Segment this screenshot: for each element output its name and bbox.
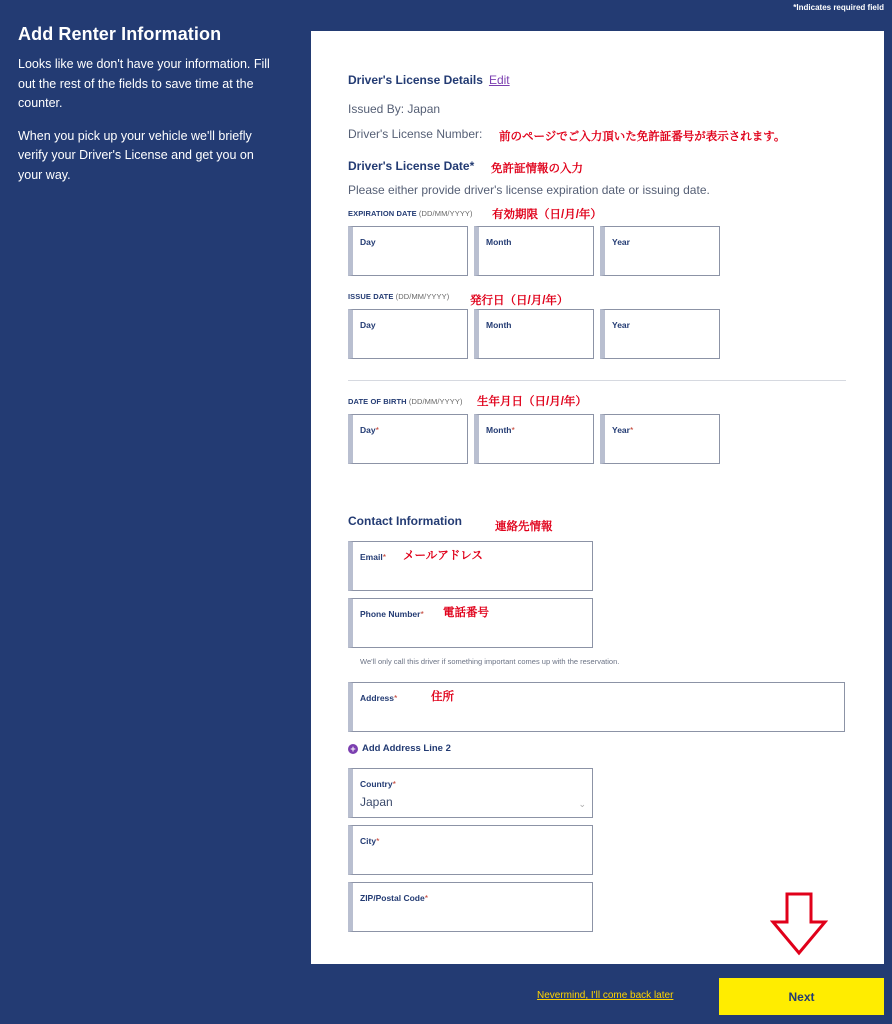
- issue-label-text: ISSUE DATE: [348, 292, 394, 301]
- add-address-line-2[interactable]: [348, 743, 451, 754]
- birth-day-input[interactable]: [348, 414, 468, 464]
- required-field-note: *Indicates required field: [793, 3, 884, 12]
- expiration-format: (DD/MM/YYYY): [418, 209, 473, 218]
- address-field[interactable]: [348, 682, 845, 732]
- required-star: *: [375, 425, 379, 435]
- issue-date-label: [348, 292, 449, 301]
- email-note: メールアドレス: [403, 550, 483, 562]
- address-note: 住所: [431, 691, 454, 703]
- issue-month-input[interactable]: [474, 309, 594, 359]
- zip-field[interactable]: [348, 882, 593, 932]
- issue-year-label: Year: [612, 320, 630, 330]
- required-star: *: [511, 425, 515, 435]
- plus-circle-icon: +: [348, 744, 358, 754]
- contact-title: Contact Information: [348, 514, 462, 528]
- expiration-month-label: Month: [486, 237, 512, 247]
- expiration-label-text: EXPIRATION DATE: [348, 209, 417, 218]
- intro-text: Looks like we don't have your information. Fill out the rest of the fields to save time at the counter.: [18, 57, 270, 110]
- issue-day-input[interactable]: [348, 309, 468, 359]
- country-select[interactable]: [348, 768, 593, 818]
- phone-field[interactable]: [348, 598, 593, 648]
- birth-format: (DD/MM/YYYY): [408, 397, 463, 406]
- license-date-title: Driver's License Date*: [348, 159, 475, 173]
- expiration-day-input[interactable]: [348, 226, 468, 276]
- expiration-year-label: Year: [612, 237, 630, 247]
- phone-label: Phone Number: [360, 609, 421, 619]
- sidebar: [18, 24, 280, 198]
- required-star: *: [629, 425, 634, 435]
- birth-year-label: Year: [612, 425, 630, 435]
- birth-month-label: Month: [486, 425, 512, 435]
- birth-label-text: DATE OF BIRTH: [348, 397, 407, 406]
- country-label: Country: [360, 779, 393, 789]
- issue-month-label: Month: [486, 320, 512, 330]
- country-value: Japan: [360, 795, 393, 809]
- issue-format: (DD/MM/YYYY): [395, 292, 450, 301]
- add-address-line-label: Add Address Line 2: [362, 743, 451, 754]
- expiration-month-input[interactable]: [474, 226, 594, 276]
- required-star: *: [424, 893, 429, 903]
- down-arrow-icon: [770, 892, 828, 956]
- form-panel: [311, 31, 884, 964]
- expiration-note: 有効期限（日/月/年）: [492, 209, 602, 221]
- birth-date-label: [348, 397, 463, 406]
- email-label: Email: [360, 552, 383, 562]
- expiration-day-label: Day: [360, 237, 376, 247]
- chevron-down-icon: ⌄: [578, 799, 586, 809]
- section-divider: [348, 380, 846, 381]
- issue-day-label: Day: [360, 320, 376, 330]
- next-button[interactable]: Next: [719, 978, 884, 1015]
- come-back-later-link[interactable]: Nevermind, I'll come back later: [537, 990, 674, 1001]
- zip-label: ZIP/Postal Code: [360, 893, 425, 903]
- issue-year-input[interactable]: [600, 309, 720, 359]
- edit-link[interactable]: Edit: [488, 73, 510, 87]
- expiration-date-label: [348, 209, 473, 218]
- issue-note: 発行日（日/月/年）: [470, 295, 569, 307]
- city-label: City: [360, 836, 377, 846]
- license-number-note: 前のページでご入力頂いた免許証番号が表示されます。: [499, 131, 786, 143]
- required-star: *: [394, 693, 398, 703]
- city-field[interactable]: [348, 825, 593, 875]
- phone-note: 電話番号: [443, 607, 489, 619]
- birth-month-input[interactable]: [474, 414, 594, 464]
- phone-help-text: We'll only call this driver if something important comes up with the reservation.: [360, 657, 620, 666]
- birth-year-input[interactable]: [600, 414, 720, 464]
- required-star: *: [382, 552, 386, 562]
- license-details-title: Driver's License Details: [348, 73, 483, 87]
- address-label: Address: [360, 693, 395, 703]
- expiration-year-input[interactable]: [600, 226, 720, 276]
- license-details-heading: [348, 73, 510, 87]
- birth-day-label: Day: [360, 425, 376, 435]
- required-star: *: [376, 836, 380, 846]
- license-date-help: Please either provide driver's license expiration date or issuing date.: [348, 183, 710, 197]
- birth-note: 生年月日（日/月/年）: [477, 396, 587, 408]
- required-star: *: [420, 609, 424, 619]
- verify-text: When you pick up your vehicle we'll briefly verify your Driver's License and get you on your way.: [18, 128, 254, 182]
- email-field[interactable]: [348, 541, 593, 591]
- contact-note: 連絡先情報: [495, 521, 553, 533]
- issued-by: Issued By: Japan: [348, 102, 441, 116]
- license-date-note: 免許証情報の入力: [491, 163, 583, 175]
- required-star: *: [392, 779, 396, 789]
- page-title: Add Renter Information: [18, 24, 222, 44]
- license-number-label: Driver's License Number:: [348, 127, 483, 141]
